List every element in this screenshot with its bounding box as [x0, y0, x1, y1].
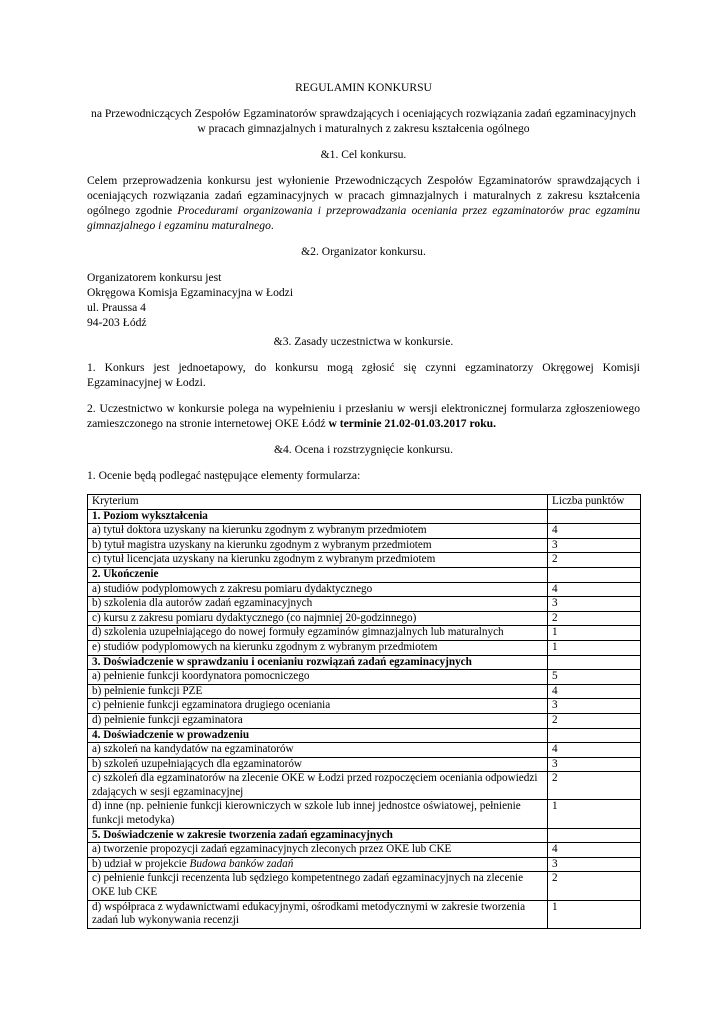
points-cell: 2 [548, 772, 641, 800]
category-title: 1. Poziom wykształcenia [88, 509, 548, 524]
section-3-heading: &3. Zasady uczestnictwa w konkursie. [273, 335, 454, 348]
category-row [88, 509, 641, 524]
section-4-intro: 1. Ocenie będą podlegać następujące elementy formularza: [87, 469, 361, 482]
category-row [88, 828, 641, 843]
criterion-cell: c) pełnienie funkcji recenzenta lub sędziego kompetentnego zadań egzaminacyjnych na zlecenie OKE lub CKE [88, 872, 548, 900]
criterion-cell: d) współpraca z wydawnictwami edukacyjnymi, ośrodkami metodycznymi w zakresie tworzenia zadań lub wykonywania recenzji [88, 900, 548, 928]
table-row [88, 553, 641, 568]
section-1-text-end: . [270, 219, 274, 232]
document-page [87, 80, 640, 929]
category-row [88, 567, 641, 582]
document-title: REGULAMIN KONKURSU [295, 81, 432, 94]
project-name: Budowa banków zadań [189, 857, 294, 870]
criterion-cell: d) inne (np. pełnienie funkcji kierowniczych w szkole lub innej jednostce oświatowej, pełnienie funkcji metodyka) [88, 800, 548, 828]
section-1-italic: Procedurami organizowania i przeprowadzania oceniania przez egzaminatorów prac egzaminu gimnazjalnego i egzaminu maturalnego [87, 204, 640, 232]
table-header-row [88, 495, 641, 510]
table-row [88, 626, 641, 641]
table-row [88, 843, 641, 858]
category-title: 3. Doświadczenie w sprawdzaniu i ocenianiu rozwiązań zadań egzaminacyjnych [88, 655, 548, 670]
points-cell: 4 [548, 524, 641, 539]
points-cell: 5 [548, 670, 641, 685]
table-row [88, 772, 641, 800]
points-cell: 4 [548, 684, 641, 699]
criterion-cell [88, 857, 548, 872]
criterion-cell: b) tytuł magistra uzyskany na kierunku zgodnym z wybranym przedmiotem [88, 538, 548, 553]
table-row [88, 582, 641, 597]
criterion-cell: a) pełnienie funkcji koordynatora pomocniczego [88, 670, 548, 685]
points-cell: 1 [548, 900, 641, 928]
criterion-cell: c) szkoleń dla egzaminatorów na zlecenie OKE w Łodzi przed rozpoczęciem oceniania odpowiedzi zdających w sesji egzaminacyjnej [88, 772, 548, 800]
criterion-cell: e) studiów podyplomowych na kierunku zgodnym z wybranym przedmiotem [88, 640, 548, 655]
criterion-cell: d) szkolenia uzupełniającego do nowej formuły egzaminów gimnazjalnych lub maturalnych [88, 626, 548, 641]
table-row [88, 684, 641, 699]
points-cell: 4 [548, 582, 641, 597]
table-row [88, 611, 641, 626]
criterion-cell: c) pełnienie funkcji egzaminatora drugiego oceniania [88, 699, 548, 714]
table-row [88, 900, 641, 928]
section-3-point-2-text: 2. Uczestnictwo w konkursie polega na wypełnieniu i przesłaniu w wersji elektronicznej formularza zgłoszeniowego zamieszczonego na stronie internetowej OKE Łódź [87, 402, 640, 430]
table-row [88, 524, 641, 539]
criterion-cell: d) pełnienie funkcji egzaminatora [88, 713, 548, 728]
criterion-cell: c) kursu z zakresu pomiaru dydaktycznego (co najmniej 20-godzinnego) [88, 611, 548, 626]
points-cell: 2 [548, 553, 641, 568]
deadline-text: w terminie 21.02-01.03.2017 roku. [328, 417, 497, 430]
points-cell: 2 [548, 611, 641, 626]
address-line: Organizatorem konkursu jest [87, 271, 222, 284]
table-row [88, 800, 641, 828]
criterion-cell: a) szkoleń na kandydatów na egzaminatorów [88, 743, 548, 758]
points-cell: 2 [548, 872, 641, 900]
category-points [548, 728, 641, 743]
table-row [88, 713, 641, 728]
points-cell: 1 [548, 626, 641, 641]
section-2-heading: &2. Organizator konkursu. [301, 245, 426, 258]
points-cell: 3 [548, 757, 641, 772]
address-line: Okręgowa Komisja Egzaminacyjna w Łodzi [87, 286, 294, 299]
document-subtitle: na Przewodniczących Zespołów Egzaminatorów sprawdzających i oceniających rozwiązania zadań egzaminacyjnych w pracach gimnazjalnych i maturalnych z zakresu kształcenia ogólnego [91, 107, 636, 135]
section-3-point-1: 1. Konkurs jest jednoetapowy, do konkursu mogą zgłosić się czynni egzaminatorzy Okręgowej Komisji Egzaminacyjnej w Łodzi. [87, 361, 640, 389]
points-cell: 3 [548, 699, 641, 714]
category-row [88, 655, 641, 670]
table-row [88, 872, 641, 900]
points-cell: 4 [548, 843, 641, 858]
table-row [88, 670, 641, 685]
criterion-cell: b) pełnienie funkcji PZE [88, 684, 548, 699]
criterion-cell: b) szkolenia dla autorów zadań egzaminacyjnych [88, 597, 548, 612]
criterion-cell: a) tworzenie propozycji zadań egzaminacyjnych zleconych przez OKE lub CKE [88, 843, 548, 858]
address-line: ul. Praussa 4 [87, 301, 146, 314]
points-cell: 2 [548, 713, 641, 728]
criterion-cell: a) studiów podyplomowych z zakresu pomiaru dydaktycznego [88, 582, 548, 597]
category-points [548, 828, 641, 843]
category-points [548, 655, 641, 670]
header-points: Liczba punktów [548, 495, 641, 510]
points-cell: 3 [548, 857, 641, 872]
criterion-cell: a) tytuł doktora uzyskany na kierunku zgodnym z wybranym przedmiotem [88, 524, 548, 539]
criterion-text: b) udział w projekcie [92, 857, 190, 870]
category-row [88, 728, 641, 743]
table-row [88, 640, 641, 655]
section-4-heading: &4. Ocena i rozstrzygnięcie konkursu. [273, 443, 453, 456]
criteria-table [87, 494, 641, 929]
points-cell: 1 [548, 800, 641, 828]
table-row [88, 597, 641, 612]
category-title: 2. Ukończenie [88, 567, 548, 582]
criterion-cell: c) tytuł licencjata uzyskany na kierunku zgodnym z wybranym przedmiotem [88, 553, 548, 568]
section-1-text-part: Celem przeprowadzenia konkursu jest wyłonienie Przewodniczących Zespołów Egzaminatorów sprawdzających i oceniających rozwiązania zadań egzaminacyjnych w pracach gimnazjalnych i maturalnych z zakresu kształcenia ogólnego zgodnie [87, 174, 640, 217]
category-points [548, 567, 641, 582]
points-cell: 1 [548, 640, 641, 655]
category-title: 5. Doświadczenie w zakresie tworzenia zadań egzaminacyjnych [88, 828, 548, 843]
table-row [88, 857, 641, 872]
organizer-address [87, 270, 640, 330]
category-title: 4. Doświadczenie w prowadzeniu [88, 728, 548, 743]
table-row [88, 699, 641, 714]
points-cell: 3 [548, 597, 641, 612]
header-criterion: Kryterium [88, 495, 548, 510]
table-row [88, 757, 641, 772]
points-cell: 3 [548, 538, 641, 553]
table-row [88, 743, 641, 758]
points-cell: 4 [548, 743, 641, 758]
category-points [548, 509, 641, 524]
table-row [88, 538, 641, 553]
address-line: 94-203 Łódź [87, 316, 147, 329]
section-1-text [87, 173, 640, 233]
criterion-cell: b) szkoleń uzupełniających dla egzaminatorów [88, 757, 548, 772]
section-3-point-2 [87, 401, 640, 431]
section-1-heading: &1. Cel konkursu. [320, 148, 407, 161]
